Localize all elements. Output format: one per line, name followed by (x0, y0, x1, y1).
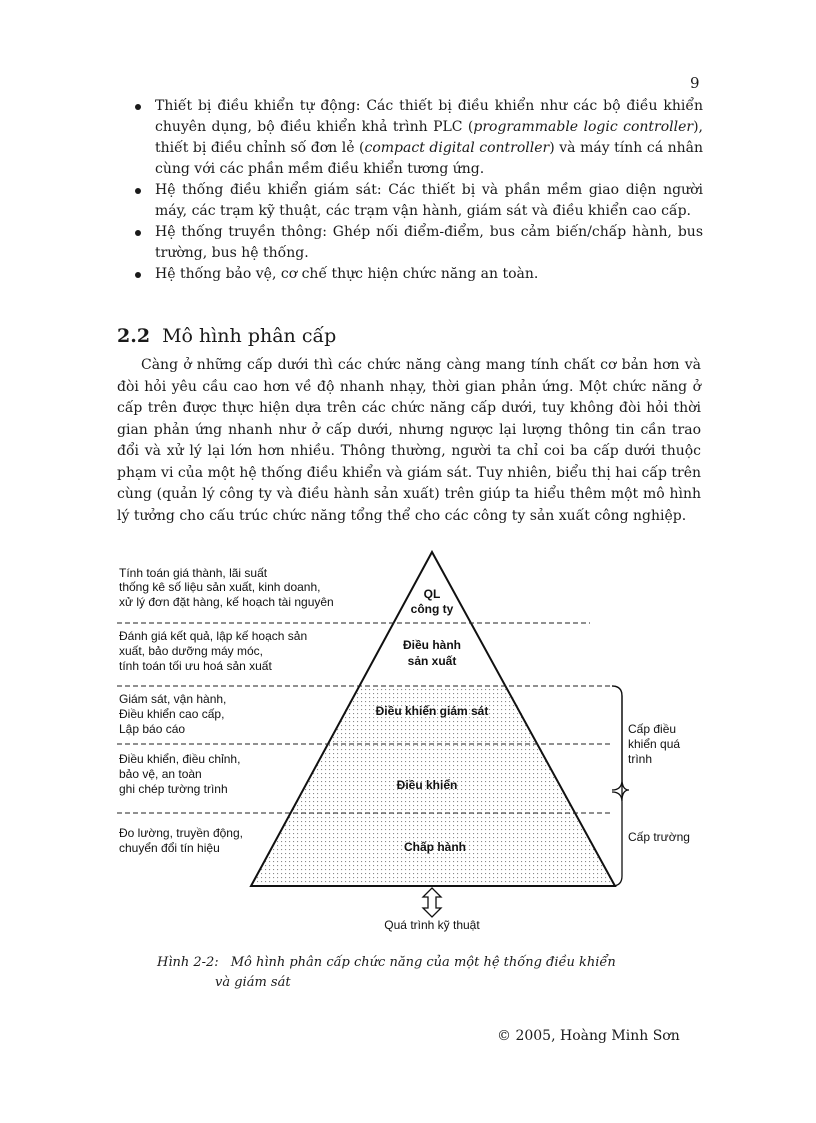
level-label: Chấp hành (404, 840, 466, 854)
bullet-text: ), thiết bị điều chỉnh số đơn lẻ ( (155, 119, 703, 156)
bullet-text: ) và máy tính cá nhân cùng với các phần mềm điều khiển tương ứng. (155, 140, 703, 177)
level-label: QL (423, 587, 441, 601)
right-label-line: khiển quá (628, 737, 681, 751)
left-label-line: Điều khiển cao cấp, (119, 707, 225, 721)
section-heading (117, 325, 336, 347)
bullet-icon (135, 104, 141, 110)
section-number: 2.2 (117, 325, 151, 347)
left-label-line: xuất, bảo dưỡng máy móc, (119, 644, 263, 658)
brace-process-control (612, 686, 622, 790)
left-label-line: tính toán tối ưu hoá sản xuất (119, 659, 272, 673)
bottom-label: Quá trình kỹ thuật (384, 918, 480, 932)
left-label-line: Đo lường, truyền động, (119, 826, 243, 840)
left-label-line: xử lý đơn đặt hàng, kế hoạch tài nguyên (119, 595, 334, 609)
bullet-text: Hệ thống bảo vệ, cơ chế thực hiện chức năng an toàn. (155, 266, 539, 282)
left-label-line: thống kê số liệu sản xuất, kinh doanh, (119, 580, 321, 594)
bullet-emphasis: programmable logic controller (473, 119, 694, 135)
figure-caption (157, 953, 637, 993)
left-label-line: chuyển đổi tín hiệu (119, 841, 220, 855)
left-label-line: Tính toán giá thành, lãi suất (119, 566, 268, 580)
bullet-emphasis: compact digital controller (364, 140, 550, 156)
list-item (133, 264, 703, 285)
list-item (133, 96, 703, 180)
bullet-icon (135, 188, 141, 194)
brace-field-level (612, 792, 622, 886)
caption-text: Mô hình phân cấp chức năng của một hệ thống điều khiển (230, 955, 616, 970)
pyramid-diagram (0, 548, 816, 938)
bullet-icon (135, 272, 141, 278)
bullet-icon (135, 230, 141, 236)
left-label-line: ghi chép tường trình (119, 782, 228, 796)
double-arrow-icon (423, 888, 441, 917)
bullet-text: Hệ thống điều khiển giám sát: Các thiết bị và phần mềm giao diện người máy, các trạm kỹ thuật, các trạm vận hành, giám sát và điều khiển cao cấp. (155, 182, 703, 219)
left-label-line: Lập báo cáo (119, 722, 186, 736)
caption-text: và giám sát (215, 975, 291, 990)
right-label-line: Cấp điều (628, 722, 677, 736)
bullet-list (133, 96, 703, 285)
right-label-line: trình (628, 752, 653, 766)
brace-process-control (612, 686, 629, 801)
level-label: Điều hành (402, 638, 462, 652)
caption-label: Hình 2-2: (157, 955, 219, 970)
left-label-line: Giám sát, vận hành, (119, 692, 227, 706)
pyramid-figure (0, 548, 816, 938)
section-title: Mô hình phân cấp (162, 325, 337, 347)
level-label: sản xuất (407, 654, 457, 668)
level-label: Điều khiển (396, 778, 458, 792)
left-label-line: Đánh giá kết quả, lập kế hoạch sản (119, 629, 308, 643)
left-label-line: Điều khiển, điều chỉnh, (119, 752, 241, 766)
list-item (133, 222, 703, 264)
body-paragraph: Càng ở những cấp dưới thì các chức năng càng mang tính chất cơ bản hơn và đòi hỏi yêu cầu cao hơn về độ nhanh nhạy, thời gian phản ứng. Một chức năng ở cấp trên được thực hiện dựa trên các chức năng cấp dưới, tuy không đòi hỏi thời gian phản ứng nhanh như ở cấp dưới, nhưng ngược lại lượng thông tin cần trao đổi và xử lý lại lớn hơn nhiều. Thông thường, người ta chỉ coi ba cấp dưới thuộc phạm vi của một hệ thống điều khiển và giám sát. Tuy nhiên, biểu thị hai cấp trên cùng (quản lý công ty và điều hành sản xuất) trên giúp ta hiểu thêm một mô hình lý tưởng cho cấu trúc chức năng tổng thể cho các công ty sản xuất công nghiệp. (117, 357, 701, 524)
level-label: Điều khiển giám sát (375, 704, 489, 718)
bullet-text: Thiết bị điều khiển tự động: Các thiết bị điều khiển như các bộ điều khiển chuyên dụng, bộ điều khiển khả trình PLC ( (155, 98, 703, 135)
copyright-footer: © 2005, Hoàng Minh Sơn (497, 1028, 680, 1044)
bullet-text: Hệ thống truyền thông: Ghép nối điểm-điểm, bus cảm biến/chấp hành, bus trường, bus hệ thống. (155, 224, 703, 261)
left-label-line: bảo vệ, an toàn (119, 767, 202, 781)
right-label-line: Cấp trường (628, 830, 690, 844)
level-label: công ty (410, 602, 454, 616)
page-number: 9 (690, 74, 700, 92)
list-item (133, 180, 703, 222)
